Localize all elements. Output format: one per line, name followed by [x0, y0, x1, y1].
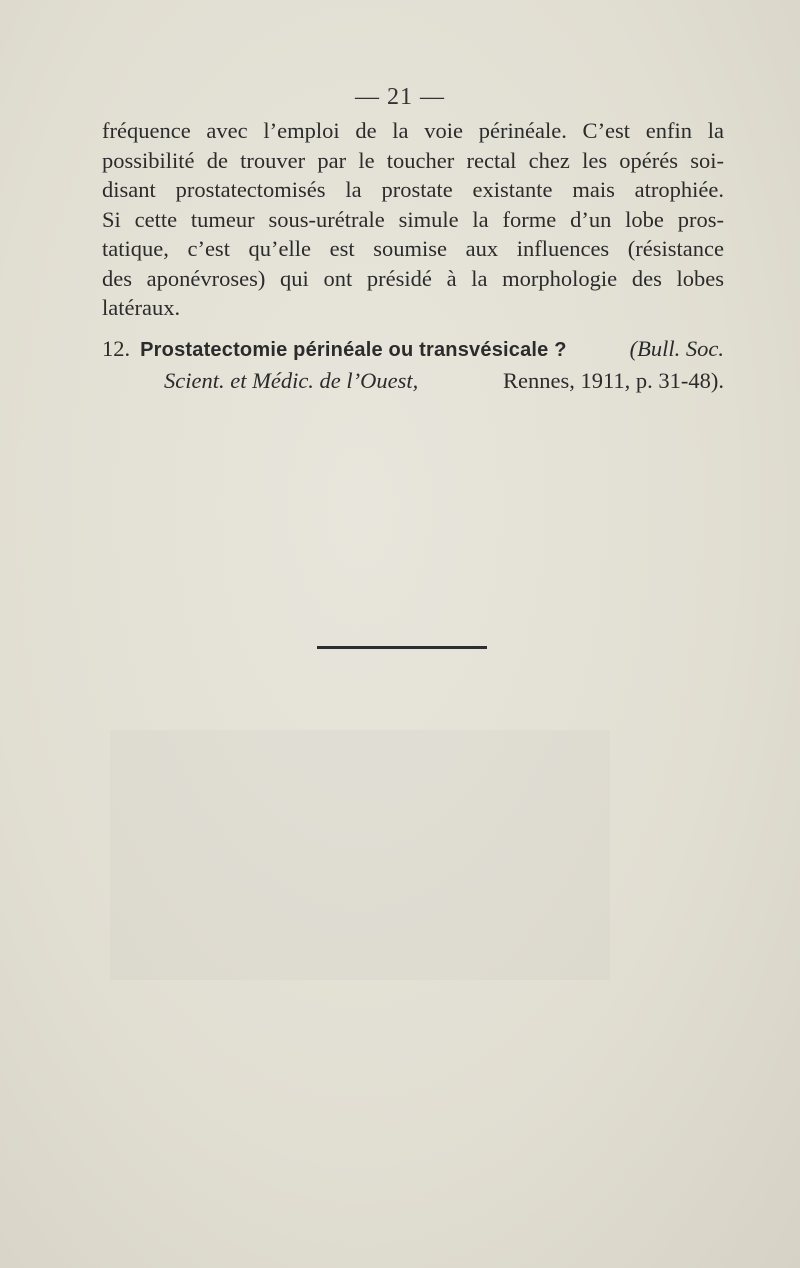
bleed-through-shadow	[110, 730, 610, 980]
paragraph-line: disant prostatectomisés la prostate existante mais atrophiée.	[102, 177, 724, 202]
paragraph-line: latéraux.	[102, 295, 181, 320]
paragraph	[102, 116, 724, 323]
paragraph-line: tatique, c’est qu’elle est soumise aux influences (résistance	[102, 236, 724, 261]
paragraph-line: fréquence avec l’emploi de la voie périnéale. C’est enfin la	[102, 118, 724, 143]
entry-second-line	[102, 366, 724, 396]
entry-title: Prostatectomie périnéale ou transvésicale ?	[140, 339, 567, 361]
paragraph-line: possibilité de trouver par le toucher rectal chez les opérés soi-	[102, 147, 724, 173]
entry-source-journal: Scient. et Médic. de l’Ouest,	[164, 367, 419, 393]
entry-number: 12.	[102, 336, 131, 361]
paragraph-line: Si cette tumeur sous-urétrale simule la forme d’un lobe pros-	[102, 206, 724, 232]
entry-heading	[102, 334, 567, 366]
entry-source-start: (Bull. Soc.	[629, 336, 724, 361]
entry-first-line	[102, 334, 724, 366]
paragraph-line: des aponévroses) qui ont présidé à la morphologie des lobes	[102, 265, 724, 291]
section-divider	[317, 646, 487, 649]
bibliography-entry	[102, 334, 724, 395]
page-number: — 21 —	[355, 84, 445, 110]
entry-source-details: Rennes, 1911, p. 31-48).	[502, 367, 724, 393]
